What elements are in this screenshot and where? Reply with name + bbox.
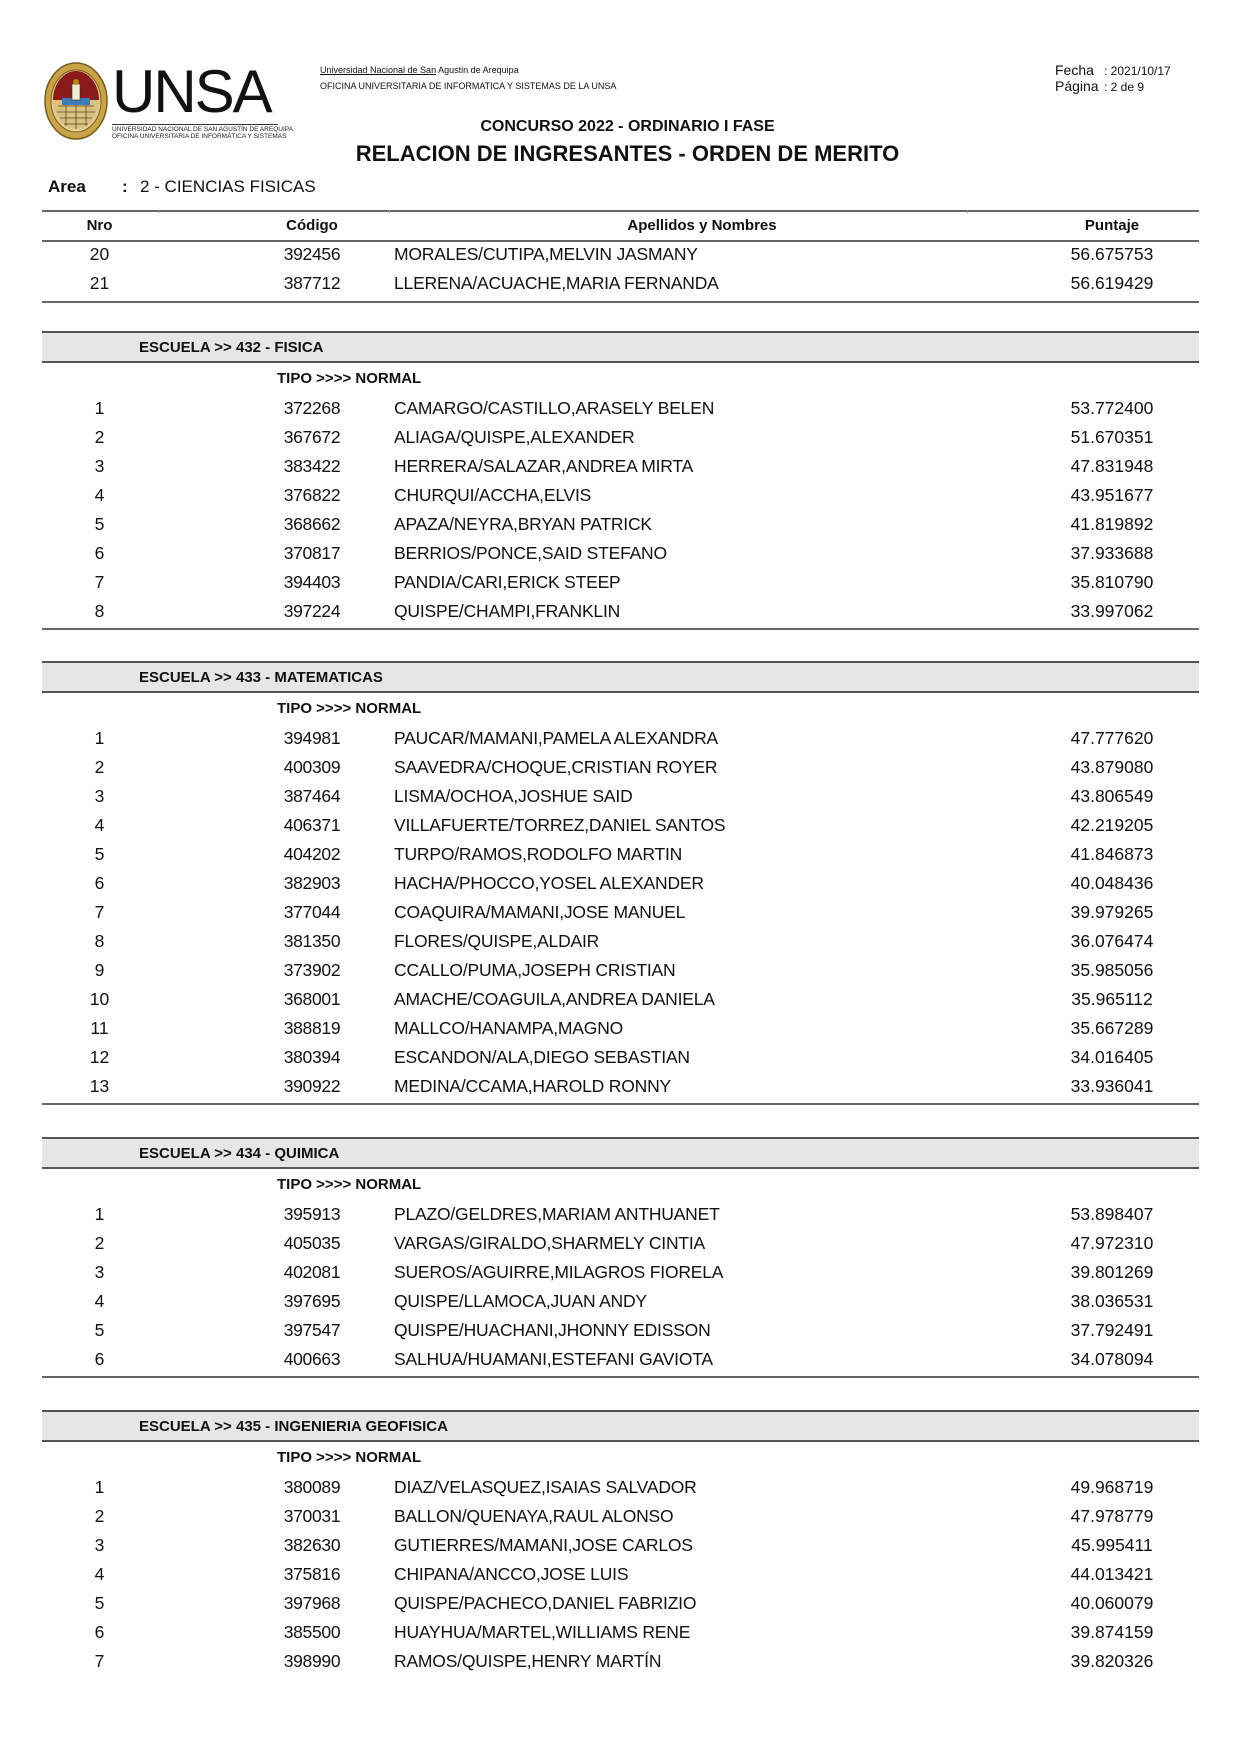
table-row — [42, 424, 1199, 453]
row-puntaje: 51.670351 — [1070, 427, 1154, 447]
column-header-codigo: Código — [286, 217, 338, 234]
row-codigo: 394403 — [283, 572, 341, 592]
row-puntaje: 35.667289 — [1070, 1018, 1154, 1038]
table-row — [42, 1015, 1199, 1044]
table-header — [42, 212, 1199, 240]
row-nro: 8 — [94, 931, 105, 951]
row-nombre: QUISPE/LLAMOCA,JUAN ANDY — [394, 1291, 647, 1311]
contest-title-text: CONCURSO 2022 - ORDINARIO I FASE — [480, 118, 775, 135]
row-nombre: LLERENA/ACUACHE,MARIA FERNANDA — [394, 273, 719, 293]
row-nombre: RAMOS/QUISPE,HENRY MARTÍN — [394, 1651, 662, 1671]
row-nro: 20 — [89, 244, 110, 264]
row-nombre: CHURQUI/ACCHA,ELVIS — [394, 485, 592, 505]
row-codigo: 387464 — [283, 786, 341, 806]
row-nro: 2 — [94, 757, 105, 777]
section-bottom-rule — [42, 1103, 1199, 1105]
row-puntaje: 35.810790 — [1070, 572, 1154, 592]
row-codigo: 395913 — [283, 1204, 341, 1224]
row-nombre: BERRIOS/PONCE,SAID STEFANO — [394, 543, 667, 563]
row-nro: 7 — [94, 902, 105, 922]
fecha-label: Fecha — [1055, 62, 1094, 78]
row-nro: 2 — [94, 1233, 105, 1253]
row-nombre: HACHA/PHOCCO,YOSEL ALEXANDER — [394, 873, 704, 893]
row-nombre: COAQUIRA/MAMANI,JOSE MANUEL — [394, 902, 686, 922]
row-nro: 3 — [94, 456, 105, 476]
row-puntaje: 40.048436 — [1070, 873, 1154, 893]
row-nombre: QUISPE/CHAMPI,FRANKLIN — [394, 601, 621, 621]
row-nombre: FLORES/QUISPE,ALDAIR — [394, 931, 600, 951]
table-row — [42, 1317, 1199, 1346]
pagina-value: : 2 de 9 — [1104, 80, 1145, 94]
tipo-label: TIPO >>>> NORMAL — [277, 700, 422, 717]
table-row — [42, 1346, 1199, 1375]
office-name: OFICINA UNIVERSITARIA DE INFORMATICA Y SISTEMAS DE LA UNSA — [320, 81, 617, 91]
table-row — [42, 1474, 1199, 1503]
table-row — [42, 395, 1199, 424]
school-header — [42, 1410, 1199, 1442]
row-codigo: 380394 — [283, 1047, 341, 1067]
row-codigo: 390922 — [283, 1076, 341, 1096]
row-puntaje: 38.036531 — [1070, 1291, 1154, 1311]
row-puntaje: 44.013421 — [1070, 1564, 1154, 1584]
table-row — [42, 841, 1199, 870]
row-nombre: PLAZO/GELDRES,MARIAM ANTHUANET — [394, 1204, 720, 1224]
row-puntaje: 42.219205 — [1070, 815, 1154, 835]
row-nombre: SALHUA/HUAMANI,ESTEFANI GAVIOTA — [394, 1349, 713, 1369]
table-row — [42, 1044, 1199, 1073]
row-nro: 4 — [94, 815, 105, 835]
table-row — [42, 511, 1199, 540]
row-puntaje: 33.997062 — [1070, 601, 1154, 621]
row-nombre: ESCANDON/ALA,DIEGO SEBASTIAN — [394, 1047, 690, 1067]
row-nro: 4 — [94, 485, 105, 505]
row-nombre: CHIPANA/ANCCO,JOSE LUIS — [394, 1564, 629, 1584]
school-title: ESCUELA >> 433 - MATEMATICAS — [139, 669, 383, 686]
row-codigo: 404202 — [283, 844, 341, 864]
row-codigo: 400663 — [283, 1349, 341, 1369]
row-codigo: 370031 — [283, 1506, 341, 1526]
row-nro: 1 — [94, 1204, 105, 1224]
row-codigo: 381350 — [283, 931, 341, 951]
row-puntaje: 47.777620 — [1070, 728, 1154, 748]
table-row — [42, 986, 1199, 1015]
row-codigo: 385500 — [283, 1622, 341, 1642]
row-nombre: BALLON/QUENAYA,RAUL ALONSO — [394, 1506, 674, 1526]
row-nombre: CAMARGO/CASTILLO,ARASELY BELEN — [394, 398, 715, 418]
logo-subtitle-line1: UNIVERSIDAD NACIONAL DE SAN AGUSTÍN DE AREQUIPA — [112, 126, 293, 133]
table-row — [42, 270, 1199, 299]
row-codigo: 380089 — [283, 1477, 341, 1497]
table-row — [42, 1648, 1199, 1677]
row-puntaje: 45.995411 — [1071, 1535, 1153, 1555]
row-puntaje: 35.965112 — [1071, 989, 1153, 1009]
row-nombre: VILLAFUERTE/TORREZ,DANIEL SANTOS — [394, 815, 726, 835]
row-nro: 6 — [94, 543, 105, 563]
row-nro: 7 — [94, 1651, 105, 1671]
row-nro: 12 — [89, 1047, 110, 1067]
row-nombre: HERRERA/SALAZAR,ANDREA MIRTA — [394, 456, 694, 476]
report-title-text: RELACION DE INGRESANTES - ORDEN DE MERITO — [355, 141, 900, 166]
row-puntaje: 40.060079 — [1070, 1593, 1154, 1613]
row-codigo: 382903 — [283, 873, 341, 893]
institution-name-underlined: Universidad Nacional de San — [320, 65, 437, 75]
row-nro: 3 — [94, 1535, 105, 1555]
row-puntaje: 34.078094 — [1070, 1349, 1154, 1369]
table-row — [42, 870, 1199, 899]
table-row — [42, 754, 1199, 783]
row-nro: 21 — [89, 273, 110, 293]
row-nro: 11 — [90, 1018, 109, 1038]
school-header — [42, 331, 1199, 363]
row-nro: 1 — [94, 398, 105, 418]
table-row — [42, 1201, 1199, 1230]
row-nombre: VARGAS/GIRALDO,SHARMELY CINTIA — [394, 1233, 706, 1253]
table-row — [42, 482, 1199, 511]
row-puntaje: 39.874159 — [1070, 1622, 1154, 1642]
row-puntaje: 47.831948 — [1070, 456, 1154, 476]
row-codigo: 387712 — [283, 273, 341, 293]
school-header — [42, 661, 1199, 693]
row-nombre: QUISPE/HUACHANI,JHONNY EDISSON — [394, 1320, 711, 1340]
row-codigo: 394981 — [283, 728, 341, 748]
row-nombre: APAZA/NEYRA,BRYAN PATRICK — [394, 514, 652, 534]
row-nro: 1 — [94, 1477, 105, 1497]
table-row — [42, 1073, 1199, 1102]
school-title: ESCUELA >> 435 - INGENIERIA GEOFISICA — [139, 1418, 448, 1435]
row-puntaje: 56.675753 — [1070, 244, 1154, 264]
row-nro: 10 — [89, 989, 110, 1009]
column-header-nombres: Apellidos y Nombres — [627, 217, 777, 234]
institution-name — [320, 65, 519, 75]
table-row — [42, 241, 1199, 270]
column-header-nro: Nro — [86, 217, 113, 234]
area-line — [48, 177, 316, 197]
row-codigo: 402081 — [283, 1262, 341, 1282]
row-nombre: MEDINA/CCAMA,HAROLD RONNY — [394, 1076, 671, 1096]
row-nro: 6 — [94, 1622, 105, 1642]
row-puntaje: 56.619429 — [1070, 273, 1154, 293]
table-row — [42, 1503, 1199, 1532]
row-puntaje: 47.978779 — [1070, 1506, 1154, 1526]
row-puntaje: 36.076474 — [1070, 931, 1154, 951]
pagina-label: Página — [1055, 78, 1099, 94]
row-codigo: 373902 — [283, 960, 341, 980]
row-codigo: 397547 — [283, 1320, 341, 1340]
row-puntaje: 53.772400 — [1070, 398, 1154, 418]
row-puntaje: 37.792491 — [1070, 1320, 1154, 1340]
row-codigo: 375816 — [283, 1564, 341, 1584]
school-header — [42, 1137, 1199, 1169]
row-puntaje: 49.968719 — [1070, 1477, 1154, 1497]
row-nro: 13 — [89, 1076, 110, 1096]
table-row — [42, 725, 1199, 754]
row-codigo: 376822 — [283, 485, 341, 505]
row-puntaje: 39.979265 — [1070, 902, 1154, 922]
row-nro: 3 — [94, 786, 105, 806]
row-codigo: 377044 — [283, 902, 341, 922]
row-puntaje: 33.936041 — [1070, 1076, 1154, 1096]
row-nombre: DIAZ/VELASQUEZ,ISAIAS SALVADOR — [394, 1477, 697, 1497]
row-nombre: MORALES/CUTIPA,MELVIN JASMANY — [394, 244, 698, 264]
row-nombre: ALIAGA/QUISPE,ALEXANDER — [394, 427, 635, 447]
tipo-label: TIPO >>>> NORMAL — [277, 1176, 422, 1193]
row-nombre: AMACHE/COAGUILA,ANDREA DANIELA — [394, 989, 715, 1009]
row-nombre: PAUCAR/MAMANI,PAMELA ALEXANDRA — [394, 728, 718, 748]
row-puntaje: 39.820326 — [1070, 1651, 1154, 1671]
row-nombre: CCALLO/PUMA,JOSEPH CRISTIAN — [394, 960, 676, 980]
row-codigo: 397224 — [283, 601, 341, 621]
school-title: ESCUELA >> 432 - FISICA — [139, 339, 324, 356]
row-codigo: 392456 — [283, 244, 341, 264]
row-codigo: 388819 — [283, 1018, 341, 1038]
table-row — [42, 1561, 1199, 1590]
row-codigo: 370817 — [283, 543, 341, 563]
fecha-value: : 2021/10/17 — [1104, 64, 1171, 78]
area-colon: : — [122, 177, 128, 196]
row-nro: 6 — [94, 1349, 105, 1369]
report-title — [0, 141, 1241, 167]
row-codigo: 397695 — [283, 1291, 341, 1311]
row-nombre: TURPO/RAMOS,RODOLFO MARTIN — [394, 844, 683, 864]
row-nro: 2 — [94, 1506, 105, 1526]
table-row — [42, 783, 1199, 812]
row-nro: 8 — [94, 601, 105, 621]
row-nombre: PANDIA/CARI,ERICK STEEP — [394, 572, 621, 592]
area-value: 2 - CIENCIAS FISICAS — [140, 177, 316, 196]
row-codigo: 368662 — [283, 514, 341, 534]
table-row — [42, 569, 1199, 598]
row-nro: 3 — [94, 1262, 105, 1282]
table-row — [42, 1619, 1199, 1648]
row-codigo: 397968 — [283, 1593, 341, 1613]
school-title: ESCUELA >> 434 - QUIMICA — [139, 1145, 340, 1162]
table-row — [42, 899, 1199, 928]
logo-wordmark: UNSA — [112, 58, 271, 125]
section-bottom-rule — [42, 1376, 1199, 1378]
table-row — [42, 1288, 1199, 1317]
table-row — [42, 957, 1199, 986]
row-nombre: HUAYHUA/MARTEL,WILLIAMS RENE — [394, 1622, 691, 1642]
row-nro: 5 — [94, 1320, 105, 1340]
row-nro: 9 — [94, 960, 105, 980]
row-puntaje: 41.846873 — [1070, 844, 1154, 864]
row-puntaje: 34.016405 — [1070, 1047, 1154, 1067]
column-header-puntaje: Puntaje — [1084, 217, 1140, 234]
table-row — [42, 1230, 1199, 1259]
row-nombre: MALLCO/HANAMPA,MAGNO — [394, 1018, 624, 1038]
row-nombre: QUISPE/PACHECO,DANIEL FABRIZIO — [394, 1593, 697, 1613]
table-row — [42, 540, 1199, 569]
contest-title — [0, 118, 1241, 136]
table-row — [42, 1590, 1199, 1619]
row-nro: 5 — [94, 1593, 105, 1613]
table-row — [42, 453, 1199, 482]
row-codigo: 405035 — [283, 1233, 341, 1253]
row-nro: 4 — [94, 1291, 105, 1311]
row-nro: 1 — [94, 728, 105, 748]
section-bottom-rule — [42, 301, 1199, 303]
row-codigo: 372268 — [283, 398, 341, 418]
row-puntaje: 35.985056 — [1070, 960, 1154, 980]
table-row — [42, 812, 1199, 841]
row-codigo: 406371 — [283, 815, 341, 835]
table-row — [42, 598, 1199, 627]
row-codigo: 368001 — [283, 989, 341, 1009]
row-codigo: 383422 — [283, 456, 341, 476]
table-row — [42, 1532, 1199, 1561]
row-puntaje: 43.951677 — [1070, 485, 1154, 505]
tipo-label: TIPO >>>> NORMAL — [277, 370, 422, 387]
section-bottom-rule — [42, 628, 1199, 630]
row-puntaje: 53.898407 — [1070, 1204, 1154, 1224]
table-row — [42, 928, 1199, 957]
row-nro: 4 — [94, 1564, 105, 1584]
row-puntaje: 37.933688 — [1070, 543, 1154, 563]
institution-name-rest: Agustin de Arequipa — [436, 65, 519, 75]
row-puntaje: 41.819892 — [1070, 514, 1154, 534]
row-codigo: 400309 — [283, 757, 341, 777]
logo-subtitle-line2: OFICINA UNIVERSITARIA DE INFORMÁTICA Y SISTEMAS — [112, 133, 287, 140]
row-puntaje: 47.972310 — [1070, 1233, 1154, 1253]
row-nombre: SUEROS/AGUIRRE,MILAGROS FIORELA — [394, 1262, 724, 1282]
row-puntaje: 43.879080 — [1070, 757, 1154, 777]
row-nombre: GUTIERRES/MAMANI,JOSE CARLOS — [394, 1535, 693, 1555]
row-puntaje: 39.801269 — [1070, 1262, 1154, 1282]
row-nro: 2 — [94, 427, 105, 447]
row-nro: 5 — [94, 844, 105, 864]
area-label: Area — [48, 177, 86, 196]
row-codigo: 398990 — [283, 1651, 341, 1671]
row-nro: 7 — [94, 572, 105, 592]
row-codigo: 367672 — [283, 427, 341, 447]
row-puntaje: 43.806549 — [1070, 786, 1154, 806]
row-codigo: 382630 — [283, 1535, 341, 1555]
row-nombre: SAAVEDRA/CHOQUE,CRISTIAN ROYER — [394, 757, 718, 777]
row-nombre: LISMA/OCHOA,JOSHUE SAID — [394, 786, 633, 806]
table-row — [42, 1259, 1199, 1288]
tipo-label: TIPO >>>> NORMAL — [277, 1449, 422, 1466]
row-nro: 5 — [94, 514, 105, 534]
row-nro: 6 — [94, 873, 105, 893]
document-meta — [1055, 63, 1171, 95]
